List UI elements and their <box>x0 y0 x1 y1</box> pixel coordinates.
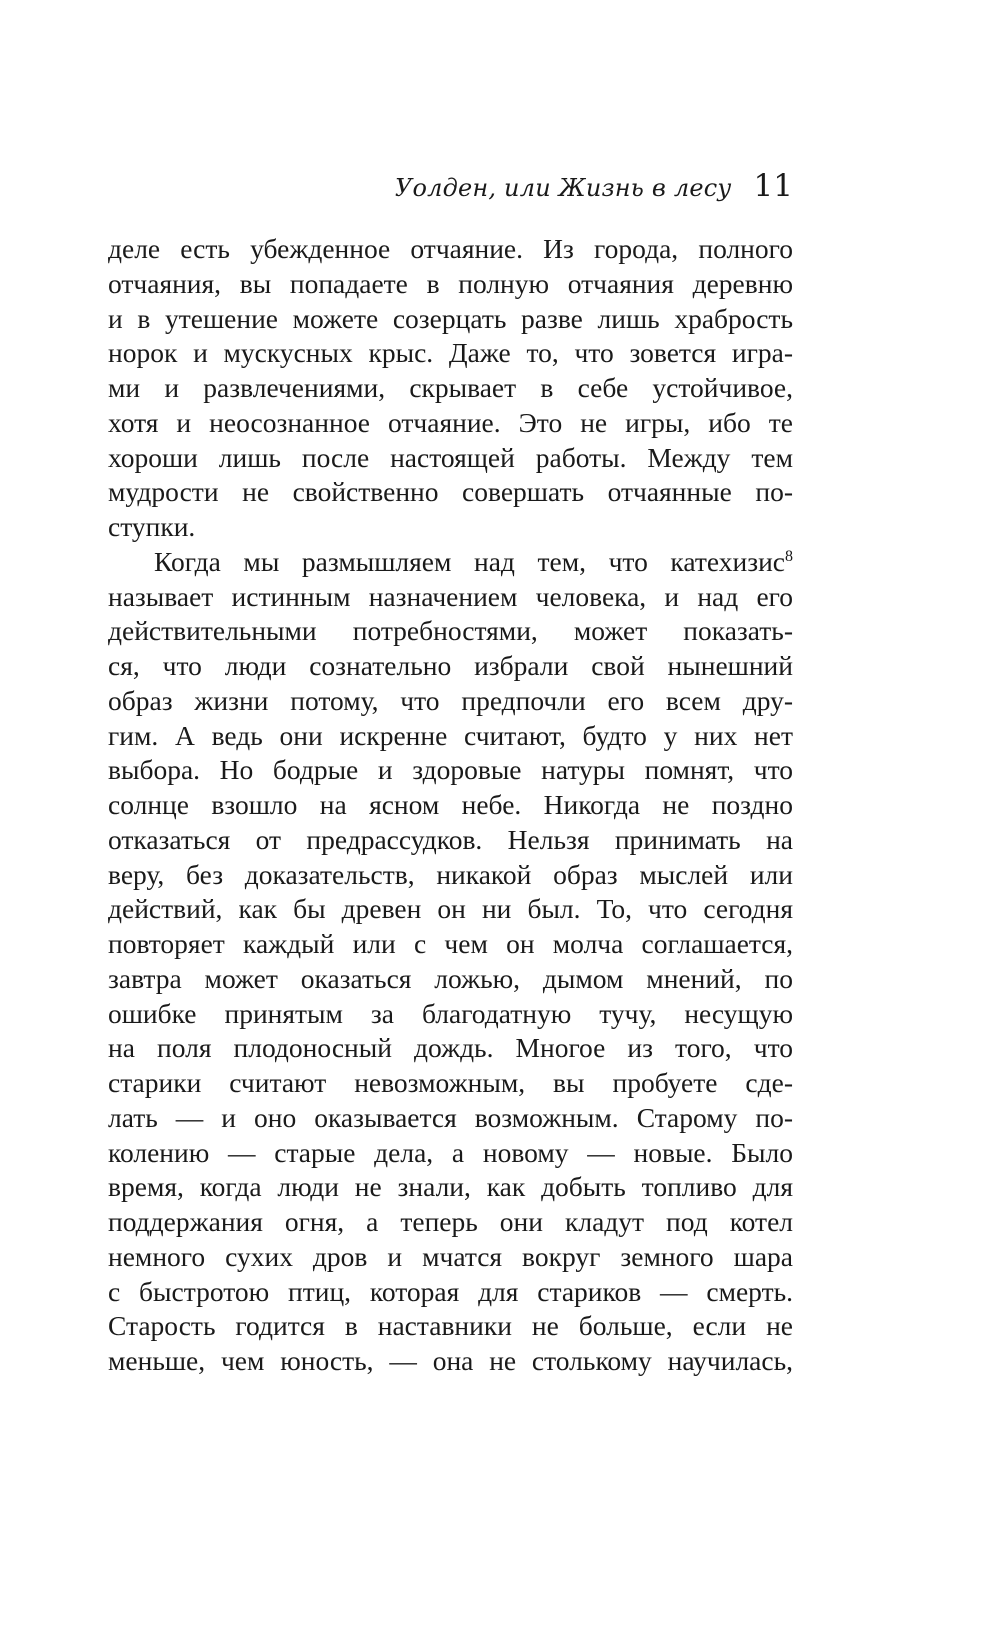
text-line: и в утешение можете созерцать разве лишь храбрость <box>108 302 793 334</box>
running-title: Уолден, или Жизнь в лесу <box>394 174 732 202</box>
paragraph-1 <box>108 232 793 545</box>
text-line: действительными потребностями, может показать- <box>108 615 793 647</box>
text-line: немного сухих дров и мчатся вокруг земного шара <box>108 1240 793 1272</box>
body-text <box>108 232 793 1379</box>
text-line: ошибке принятым за благодатную тучу, несущую <box>108 997 793 1029</box>
page-number: 11 <box>753 168 793 204</box>
footnote-reference[interactable]: 8 <box>785 547 793 565</box>
text-line: завтра может оказаться ложью, дымом мнений, по <box>108 962 793 994</box>
text-line: гим. А ведь они искренне считают, будто у них нет <box>108 719 793 751</box>
text-line: отчаяния, вы попадаете в полную отчаяния деревню <box>108 267 793 299</box>
text-line: называет истинным назначением человека, и над его <box>108 580 793 612</box>
text-line: время, когда люди не знали, как добыть топливо для <box>108 1171 793 1203</box>
text-line: норок и мускусных крыс. Даже то, что зовется игра- <box>108 337 793 369</box>
text-line: солнце взошло на ясном небе. Никогда не поздно <box>108 789 793 820</box>
text-line: лать — и оно оказывается возможным. Старому по- <box>108 1101 793 1133</box>
text-line: старики считают невозможным, вы пробуете сде- <box>108 1067 793 1098</box>
text-line: выбора. Но бодрые и здоровые натуры помнят, что <box>108 754 793 786</box>
text-line: ми и развлечениями, скрывает в себе устойчивое, <box>108 372 793 403</box>
paragraph-2 <box>108 545 793 1379</box>
text-line: отказаться от предрассудков. Нельзя принимать на <box>108 823 793 855</box>
text-line-first <box>108 545 793 580</box>
text-line: ся, что люди сознательно избрали свой нынешний <box>108 650 793 681</box>
text-line: меньше, чем юность, — она не столькому научилась, <box>108 1345 793 1376</box>
first-line-text: Когда мы размышляем над тем, что катехизис <box>154 545 785 577</box>
running-head <box>108 168 793 218</box>
text-line: веру, без доказательств, никакой образ мыслей или <box>108 858 793 890</box>
text-line: деле есть убежденное отчаяние. Из города, полного <box>108 233 793 264</box>
text-line: Старость годится в наставники не больше, если не <box>108 1310 793 1342</box>
text-line: повторяет каждый или с чем он молча соглашается, <box>108 928 793 959</box>
text-line: с быстротою птиц, которая для стариков — смерть. <box>108 1275 793 1307</box>
text-line: колению — старые дела, а новому — новые. Было <box>108 1136 793 1168</box>
text-line: действий, как бы древен он ни был. То, что сегодня <box>108 893 793 925</box>
text-line: образ жизни потому, что предпочли его всем дру- <box>108 684 793 716</box>
text-line: хороши лишь после настоящей работы. Между тем <box>108 441 793 473</box>
text-line: ступки. <box>108 511 196 542</box>
text-line: поддержания огня, а теперь они кладут под котел <box>108 1206 793 1237</box>
text-line: на поля плодоносный дождь. Многое из того, что <box>108 1032 793 1064</box>
text-line: хотя и неосознанное отчаяние. Это не игры, ибо те <box>108 406 793 438</box>
text-line: мудрости не свойственно совершать отчаянные по- <box>108 476 793 508</box>
